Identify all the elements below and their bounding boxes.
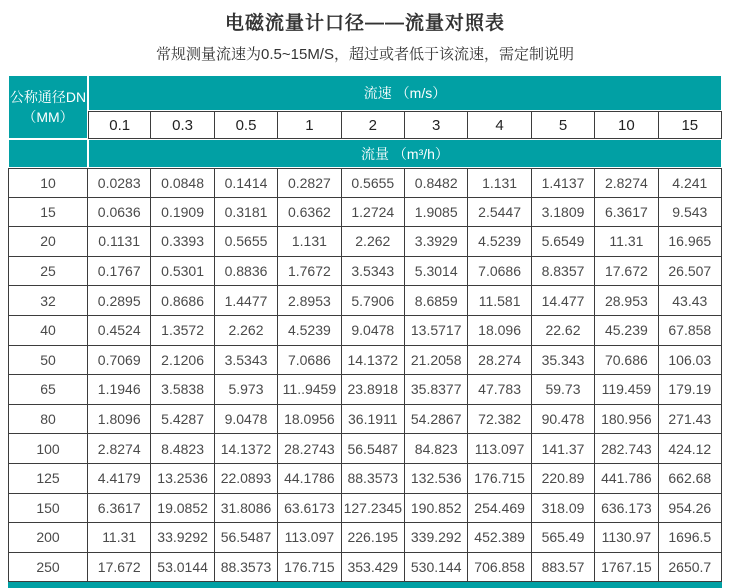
flow-comparison-table <box>8 75 722 588</box>
flow-value-cell: 0.3393 <box>151 227 214 257</box>
flow-value-cell: 2.5447 <box>468 198 531 228</box>
flow-value-cell: 33.9292 <box>151 523 214 553</box>
flow-value-cell: 13.5717 <box>405 316 468 346</box>
flow-value-cell: 0.1767 <box>88 257 151 287</box>
flow-value-cell: 1767.15 <box>595 553 658 583</box>
flow-value-cell: 35.343 <box>532 346 595 376</box>
flow-value-cell: 2.262 <box>342 227 405 257</box>
flow-value-cell: 883.57 <box>532 553 595 583</box>
flow-value-cell: 8.4823 <box>151 434 214 464</box>
flow-value-cell: 706.858 <box>468 553 531 583</box>
velocity-col-header: 1 <box>278 111 341 139</box>
flow-value-cell: 9.543 <box>659 198 722 228</box>
flow-value-cell: 7.0686 <box>278 346 341 376</box>
velocity-col-header: 4 <box>468 111 531 139</box>
flow-value-cell: 176.715 <box>468 464 531 494</box>
flow-value-cell: 14.1372 <box>215 434 278 464</box>
velocity-col-header: 15 <box>659 111 722 139</box>
flow-value-cell: 28.274 <box>468 346 531 376</box>
flow-value-cell: 1.8096 <box>88 405 151 435</box>
flow-value-cell: 72.382 <box>468 405 531 435</box>
flow-value-cell: 318.09 <box>532 494 595 524</box>
flow-value-cell: 4.5239 <box>468 227 531 257</box>
flow-value-cell: 0.5301 <box>151 257 214 287</box>
flow-value-cell: 9.0478 <box>215 405 278 435</box>
flow-value-cell: 2.8274 <box>88 434 151 464</box>
flow-value-cell: 282.743 <box>595 434 658 464</box>
flow-value-cell: 1.9085 <box>405 198 468 228</box>
page-title: 电磁流量计口径——流量对照表 <box>224 13 505 34</box>
flow-value-cell: 176.715 <box>278 553 341 583</box>
flow-value-cell: 18.096 <box>468 316 531 346</box>
flow-value-cell: 13.2536 <box>151 464 214 494</box>
flow-value-cell: 59.73 <box>532 375 595 405</box>
flow-value-cell: 70.686 <box>595 346 658 376</box>
flow-value-cell: 0.5655 <box>215 227 278 257</box>
flow-value-cell: 0.4524 <box>88 316 151 346</box>
flow-value-cell: 6.3617 <box>595 198 658 228</box>
flow-value-cell: 7.0686 <box>468 257 531 287</box>
flow-value-cell: 5.6549 <box>532 227 595 257</box>
flow-value-cell: 339.292 <box>405 523 468 553</box>
flow-value-cell: 5.973 <box>215 375 278 405</box>
dn-cell: 65 <box>8 375 88 405</box>
velocity-col-header: 5 <box>532 111 595 139</box>
flow-value-cell: 0.6362 <box>278 198 341 228</box>
flow-value-cell: 4.241 <box>659 168 722 198</box>
flow-value-cell: 180.956 <box>595 405 658 435</box>
flow-value-cell: 45.239 <box>595 316 658 346</box>
flow-value-cell: 3.5343 <box>342 257 405 287</box>
flow-value-cell: 56.5487 <box>215 523 278 553</box>
flow-value-cell: 67.858 <box>659 316 722 346</box>
flow-value-cell: 226.195 <box>342 523 405 553</box>
flow-value-cell: 3.5838 <box>151 375 214 405</box>
flow-value-cell: 424.12 <box>659 434 722 464</box>
dn-cell: 32 <box>8 286 88 316</box>
flow-value-cell: 0.0848 <box>151 168 214 198</box>
velocity-col-header: 0.1 <box>88 111 151 139</box>
velocity-col-header: 3 <box>405 111 468 139</box>
flow-value-cell: 190.852 <box>405 494 468 524</box>
flow-value-cell: 22.62 <box>532 316 595 346</box>
flow-value-cell: 2.262 <box>215 316 278 346</box>
flow-value-cell: 5.7906 <box>342 286 405 316</box>
flow-value-cell: 0.3181 <box>215 198 278 228</box>
flow-value-cell: 353.429 <box>342 553 405 583</box>
flow-value-cell: 11.581 <box>468 286 531 316</box>
flow-header: 流量 （m³/h） <box>88 139 722 168</box>
flow-value-cell: 31.8086 <box>215 494 278 524</box>
flow-value-cell: 53.0144 <box>151 553 214 583</box>
table-bottom-bar <box>8 582 722 588</box>
flow-header-spacer <box>8 139 88 168</box>
dn-cell: 25 <box>8 257 88 287</box>
flow-value-cell: 452.389 <box>468 523 531 553</box>
dn-cell: 150 <box>8 494 88 524</box>
corner-header-dn <box>8 75 88 139</box>
flow-value-cell: 1.131 <box>468 168 531 198</box>
flow-value-cell: 4.4179 <box>88 464 151 494</box>
flow-value-cell: 43.43 <box>659 286 722 316</box>
flow-value-cell: 88.3573 <box>342 464 405 494</box>
flow-value-cell: 2.1206 <box>151 346 214 376</box>
flow-value-cell: 271.43 <box>659 405 722 435</box>
flow-value-cell: 14.477 <box>532 286 595 316</box>
dn-cell: 125 <box>8 464 88 494</box>
flow-value-cell: 1.4137 <box>532 168 595 198</box>
flow-value-cell: 141.37 <box>532 434 595 464</box>
flow-value-cell: 3.5343 <box>215 346 278 376</box>
flow-value-cell: 47.783 <box>468 375 531 405</box>
flow-value-cell: 56.5487 <box>342 434 405 464</box>
flow-value-cell: 1130.97 <box>595 523 658 553</box>
dn-cell: 50 <box>8 346 88 376</box>
flow-value-cell: 0.1909 <box>151 198 214 228</box>
flow-value-cell: 220.89 <box>532 464 595 494</box>
dn-cell: 200 <box>8 523 88 553</box>
flow-value-cell: 16.965 <box>659 227 722 257</box>
flow-value-cell: 11.31 <box>595 227 658 257</box>
flow-value-cell: 9.0478 <box>342 316 405 346</box>
flow-value-cell: 0.0636 <box>88 198 151 228</box>
dn-cell: 10 <box>8 168 88 198</box>
flow-value-cell: 636.173 <box>595 494 658 524</box>
flow-value-cell: 11.31 <box>88 523 151 553</box>
flow-value-cell: 0.8836 <box>215 257 278 287</box>
flow-value-cell: 14.1372 <box>342 346 405 376</box>
flow-value-cell: 0.8686 <box>151 286 214 316</box>
flow-value-cell: 28.953 <box>595 286 658 316</box>
flow-value-cell: 44.1786 <box>278 464 341 494</box>
dn-cell: 40 <box>8 316 88 346</box>
flow-value-cell: 254.469 <box>468 494 531 524</box>
dn-cell: 80 <box>8 405 88 435</box>
flow-value-cell: 0.1414 <box>215 168 278 198</box>
flow-value-cell: 1.131 <box>278 227 341 257</box>
flow-value-cell: 22.0893 <box>215 464 278 494</box>
flow-value-cell: 17.672 <box>88 553 151 583</box>
flow-value-cell: 441.786 <box>595 464 658 494</box>
flow-value-cell: 1.7672 <box>278 257 341 287</box>
velocity-col-header: 2 <box>342 111 405 139</box>
velocity-col-header: 0.5 <box>215 111 278 139</box>
flow-value-cell: 2650.7 <box>659 553 722 583</box>
flow-value-cell: 11..9459 <box>278 375 341 405</box>
flow-value-cell: 179.19 <box>659 375 722 405</box>
flow-value-cell: 54.2867 <box>405 405 468 435</box>
corner-header-line1: 公称通径DN <box>9 88 87 105</box>
flow-value-cell: 84.823 <box>405 434 468 464</box>
flow-value-cell: 119.459 <box>595 375 658 405</box>
flow-value-cell: 1.1946 <box>88 375 151 405</box>
flow-value-cell: 127.2345 <box>342 494 405 524</box>
dn-cell: 20 <box>8 227 88 257</box>
flow-value-cell: 28.2743 <box>278 434 341 464</box>
dn-cell: 250 <box>8 553 88 583</box>
flow-value-cell: 113.097 <box>468 434 531 464</box>
flow-value-cell: 0.8482 <box>405 168 468 198</box>
flow-value-cell: 3.1809 <box>532 198 595 228</box>
flow-value-cell: 63.6173 <box>278 494 341 524</box>
page-subtitle: 常规测量流速为0.5~15M/S，超过或者低于该流速，需定制说明 <box>156 46 574 63</box>
flow-value-cell: 132.536 <box>405 464 468 494</box>
flow-value-cell: 2.8274 <box>595 168 658 198</box>
flow-value-cell: 8.8357 <box>532 257 595 287</box>
flow-value-cell: 0.2895 <box>88 286 151 316</box>
dn-cell: 15 <box>8 198 88 228</box>
flow-value-cell: 5.4287 <box>151 405 214 435</box>
flow-value-cell: 26.507 <box>659 257 722 287</box>
flow-value-cell: 17.672 <box>595 257 658 287</box>
flow-value-cell: 0.0283 <box>88 168 151 198</box>
flow-value-cell: 18.0956 <box>278 405 341 435</box>
flow-value-cell: 5.3014 <box>405 257 468 287</box>
flow-value-cell: 662.68 <box>659 464 722 494</box>
flow-value-cell: 0.5655 <box>342 168 405 198</box>
flow-value-cell: 2.8953 <box>278 286 341 316</box>
flow-value-cell: 954.26 <box>659 494 722 524</box>
flow-value-cell: 106.03 <box>659 346 722 376</box>
flow-value-cell: 0.1131 <box>88 227 151 257</box>
flow-value-cell: 8.6859 <box>405 286 468 316</box>
flow-value-cell: 90.478 <box>532 405 595 435</box>
flow-value-cell: 6.3617 <box>88 494 151 524</box>
flow-value-cell: 21.2058 <box>405 346 468 376</box>
flow-value-cell: 1.3572 <box>151 316 214 346</box>
flow-value-cell: 23.8918 <box>342 375 405 405</box>
flow-value-cell: 88.3573 <box>215 553 278 583</box>
flow-value-cell: 19.0852 <box>151 494 214 524</box>
flow-value-cell: 3.3929 <box>405 227 468 257</box>
flow-value-cell: 35.8377 <box>405 375 468 405</box>
flow-value-cell: 0.7069 <box>88 346 151 376</box>
flow-value-cell: 113.097 <box>278 523 341 553</box>
velocity-col-header: 0.3 <box>151 111 214 139</box>
flow-value-cell: 1.2724 <box>342 198 405 228</box>
dn-cell: 100 <box>8 434 88 464</box>
flow-value-cell: 1.4477 <box>215 286 278 316</box>
corner-header-line2: （MM） <box>22 109 74 125</box>
flow-value-cell: 0.2827 <box>278 168 341 198</box>
flow-value-cell: 530.144 <box>405 553 468 583</box>
flow-value-cell: 4.5239 <box>278 316 341 346</box>
velocity-col-header: 10 <box>595 111 658 139</box>
velocity-header: 流速 （m/s） <box>88 75 722 111</box>
flow-value-cell: 36.1911 <box>342 405 405 435</box>
flow-value-cell: 1696.5 <box>659 523 722 553</box>
flow-value-cell: 565.49 <box>532 523 595 553</box>
